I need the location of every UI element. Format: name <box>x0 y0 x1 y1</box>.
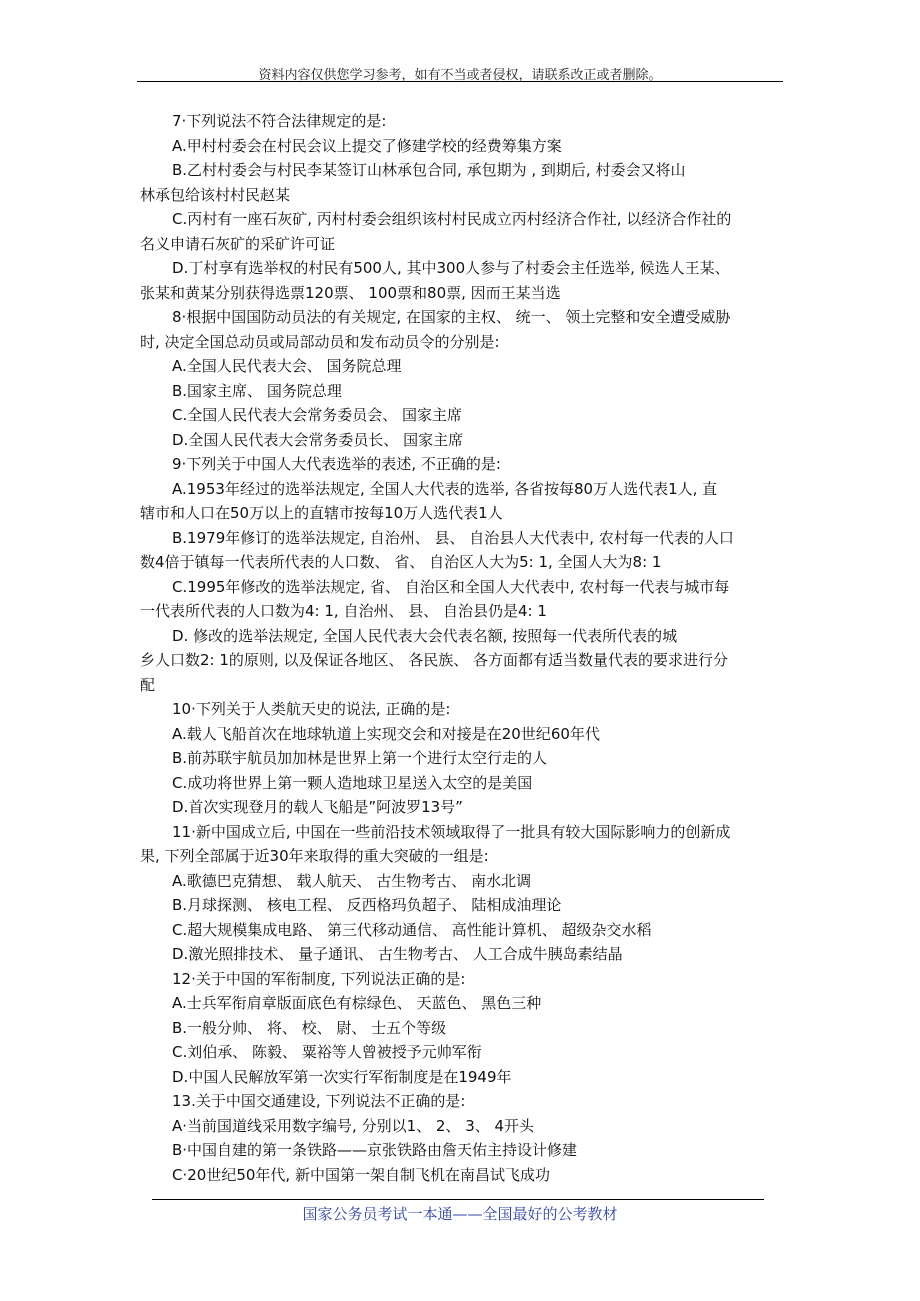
question-10-stem: 10·下列关于人类航天史的说法, 正确的是: <box>172 700 451 718</box>
question-9-option-d-cont-2: 配 <box>140 675 156 694</box>
question-13-option-a: A·当前国道线采用数字编号, 分别以1、 2、 3、 4开头 <box>172 1116 535 1135</box>
question-10-option-b: B.前苏联宇航员加加林是世界上第一个进行太空行走的人 <box>172 749 548 767</box>
question-7-option-d: D.丁村享有选举权的村民有500人, 其中300人参与了村委会主任选举, 候选人王某、 <box>172 259 730 277</box>
question-10-option-d: D.首次实现登月的载人飞船是”阿波罗13号” <box>172 798 463 816</box>
question-9-option-a: A.1953年经过的选举法规定, 全国人大代表的选举, 各省按每80万人选代表1人, 直 <box>172 479 718 498</box>
question-11-option-b: B.月球探测、 核电工程、 反西格玛负超子、 陆相成油理论 <box>172 896 562 914</box>
question-12-option-a: A.士兵军衔肩章版面底色有棕绿色、 天蓝色、 黑色三种 <box>172 994 542 1012</box>
question-7-stem: 7·下列说法不符合法律规定的是: <box>172 112 387 130</box>
question-13-option-c: C·20世纪50年代, 新中国第一架自制飞机在南昌试飞成功 <box>172 1165 550 1184</box>
question-7-option-b-cont: 林承包给该村村民赵某 <box>140 185 291 204</box>
question-9-option-b-cont: 数4倍于镇每一代表所代表的人口数、 省、 自治区人大为5: 1, 全国人大为8: 1 <box>140 553 662 571</box>
question-9-option-d-cont: 乡人口数2: 1的原则, 以及保证各地区、 各民族、 各方面都有适当数量代表的要求进行分 <box>140 651 728 669</box>
question-9-option-b: B.1979年修订的选举法规定, 自治州、 县、 自治县人大代表中, 农村每一代表的人口 <box>172 528 734 547</box>
question-7-option-c-cont: 名义申请石灰矿的采矿许可证 <box>140 234 336 253</box>
question-9-stem: 9·下列关于中国人大代表选举的表述, 不正确的是: <box>172 455 501 473</box>
question-9-option-d: D. 修改的选举法规定, 全国人民代表大会代表名额, 按照每一代表所代表的城 <box>172 626 678 645</box>
header-divider <box>137 81 783 82</box>
question-8-option-d: D.全国人民代表大会常务委员长、 国家主席 <box>172 430 464 449</box>
question-11-option-a: A.歌德巴克猜想、 载人航天、 古生物考古、 南水北调 <box>172 871 532 890</box>
question-12-option-c: C.刘伯承、 陈毅、 粟裕等人曾被授予元帅军衔 <box>172 1043 482 1061</box>
footer-divider <box>152 1199 764 1200</box>
question-8-stem: 8·根据中国国防动员法的有关规定, 在国家的主权、 统一、 领土完整和安全遭受威胁 <box>172 308 731 326</box>
question-12-stem: 12·关于中国的军衔制度, 下列说法正确的是: <box>172 969 466 988</box>
page-header-note: 资料内容仅供您学习参考，如有不当或者侵权，请联系改正或者删除。 <box>258 68 662 83</box>
question-10-option-c: C.成功将世界上第一颗人造地球卫星送入太空的是美国 <box>172 773 533 792</box>
question-12-option-b: B.一般分帅、 将、 校、 尉、 士五个等级 <box>172 1018 447 1037</box>
question-9-option-a-cont: 辖市和人口在50万以上的直辖市按每10万人选代表1人 <box>140 504 503 522</box>
question-7-option-c: C.丙村有一座石灰矿, 丙村村委会组织该村村民成立丙村经济合作社, 以经济合作社的 <box>172 210 732 228</box>
question-8-option-c: C.全国人民代表大会常务委员会、 国家主席 <box>172 406 463 424</box>
question-7-option-a: A.甲村村委会在村民会议上提交了修建学校的经费筹集方案 <box>172 136 562 155</box>
question-11-stem: 11·新中国成立后, 中国在一些前沿技术领域取得了一批具有较大国际影响力的创新成 <box>172 822 731 841</box>
document-body <box>140 109 780 1187</box>
question-10-option-a: A.载人飞船首次在地球轨道上实现交会和对接是在20世纪60年代 <box>172 724 600 743</box>
question-13-option-b: B·中国自建的第一条铁路——京张铁路由詹天佑主持设计修建 <box>172 1141 578 1159</box>
question-11-option-d: D.激光照排技术、 量子通讯、 古生物考古、 人工合成牛胰岛素结晶 <box>172 945 623 963</box>
question-8-option-a: A.全国人民代表大会、 国务院总理 <box>172 357 402 375</box>
question-9-option-c: C.1995年修改的选举法规定, 省、 自治区和全国人大代表中, 农村每一代表与城市每 <box>172 577 730 596</box>
question-8-option-b: B.国家主席、 国务院总理 <box>172 381 342 400</box>
question-7-option-b: B.乙村村委会与村民李某签订山林承包合同, 承包期为 , 到期后, 村委会又将山 <box>172 161 686 179</box>
question-13-stem: 13.关于中国交通建设, 下列说法不正确的是: <box>172 1092 466 1110</box>
page-footer-slogan: 国家公务员考试一本通——全国最好的公考教材 <box>302 1205 618 1223</box>
question-11-option-c: C.超大规模集成电路、 第三代移动通信、 高性能计算机、 超级杂交水稻 <box>172 920 652 939</box>
question-7-option-d-cont: 张某和黄某分别获得选票120票、 100票和80票, 因而王某当选 <box>140 283 561 302</box>
question-9-option-c-cont: 一代表所代表的人口数为4: 1, 自治州、 县、 自治县仍是4: 1 <box>140 602 547 620</box>
question-8-stem-cont: 时, 决定全国总动员或局部动员和发布动员令的分别是: <box>140 332 500 351</box>
question-11-stem-cont: 果, 下列全部属于近30年来取得的重大突破的一组是: <box>140 847 489 865</box>
question-12-option-d: D.中国人民解放军第一次实行军衔制度是在1949年 <box>172 1067 512 1086</box>
